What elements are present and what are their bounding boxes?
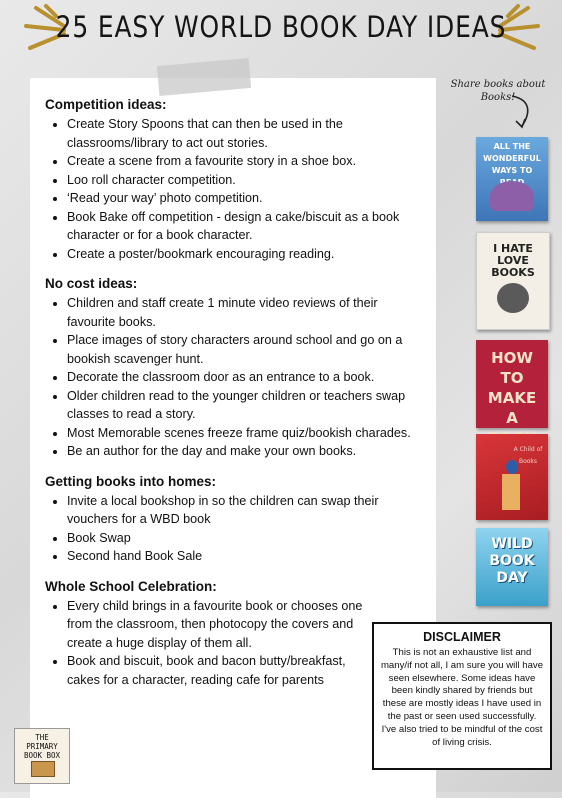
- list-item: • Children and staff create 1 minute video reviews of their favourite books.: [67, 294, 429, 331]
- curved-arrow-icon: [506, 94, 536, 130]
- list-item: • Second hand Book Sale: [67, 547, 429, 566]
- list-item: • Place images of story characters around school and go on a bookish scavenger hunt.: [67, 331, 429, 368]
- share-books-note: Share books about Books!: [450, 79, 546, 103]
- section-heading: No cost ideas:: [45, 276, 138, 291]
- list-item: • Create Story Spoons that can then be used in the classrooms/library to act out stories.: [67, 115, 429, 152]
- list-item: • Book Swap: [67, 529, 429, 548]
- book-cover-wild-book-day: WILD BOOK DAY: [476, 528, 548, 606]
- section-whole-school-celebration: [45, 578, 363, 690]
- list-item: • ‘Read your way’ photo competition.: [67, 189, 429, 208]
- disclaimer-heading: DISCLAIMER: [423, 630, 501, 644]
- book-cover-all-the-wonderful-ways-to-read: ALL THE WONDERFUL WAYS TO: [476, 137, 548, 221]
- section-heading: Getting books into homes:: [45, 473, 216, 489]
- list-item: • Book Bake off competition - design a cake/biscuit as a book character or for a book character.: [67, 208, 429, 245]
- ideas-content: [45, 96, 429, 701]
- book-cover-i-hate-love-books: I HATE LOVE BOOKS: [476, 232, 550, 330]
- disclaimer-text: This is not an exhaustive list and many/if not all, I am sure you will have seen elsewhere. Some ideas have been kindly shared by friends but these are mostly ideas I have used in the past or seen used successfully. I've also tried to be mindful of the cost of living crisis.: [380, 647, 544, 748]
- list-item: • Create a poster/bookmark encouraging reading.: [67, 245, 429, 264]
- primary-book-box-logo: [14, 728, 70, 784]
- section-competition-ideas: [45, 96, 429, 263]
- list-item: • Decorate the classroom door as an entrance to a book.: [67, 368, 429, 387]
- list-item: • Older children read to the younger children or teachers swap classes to read a story.: [67, 387, 429, 424]
- section-getting-books-into-homes: [45, 473, 429, 566]
- list-item: • Every child brings in a favourite book or chooses one from the classroom, then photocopy the covers and create a huge display of them all.: [67, 597, 363, 653]
- list-item: • Most Memorable scenes freeze frame quiz/bookish charades.: [67, 424, 429, 443]
- list-item: • Invite a local bookshop in so the children can swap their vouchers for a WBD book: [67, 492, 429, 529]
- book-cover-a-child-of-books: A Child of Books: [476, 434, 548, 520]
- page-title: 25 EASY WORLD BOOK DAY IDEAS: [55, 10, 507, 44]
- list-item: • Create a scene from a favourite story in a shoe box.: [67, 152, 429, 171]
- section-no-cost-ideas: [45, 275, 429, 461]
- book-cover-how-to-make-a-book: HOW TO MAKE A: [476, 340, 548, 428]
- logo-text: THE PRIMARY BOOK BOX: [23, 733, 61, 760]
- section-heading: Whole School Celebration:: [45, 578, 217, 594]
- section-heading: Competition ideas:: [45, 97, 167, 112]
- list-item: • Book and biscuit, book and bacon butty/breakfast, cakes for a character, reading cafe for parents: [67, 652, 363, 689]
- disclaimer-box: [372, 622, 552, 770]
- list-item: • Be an author for the day and make your own books.: [67, 442, 429, 461]
- list-item: • Loo roll character competition.: [67, 171, 429, 190]
